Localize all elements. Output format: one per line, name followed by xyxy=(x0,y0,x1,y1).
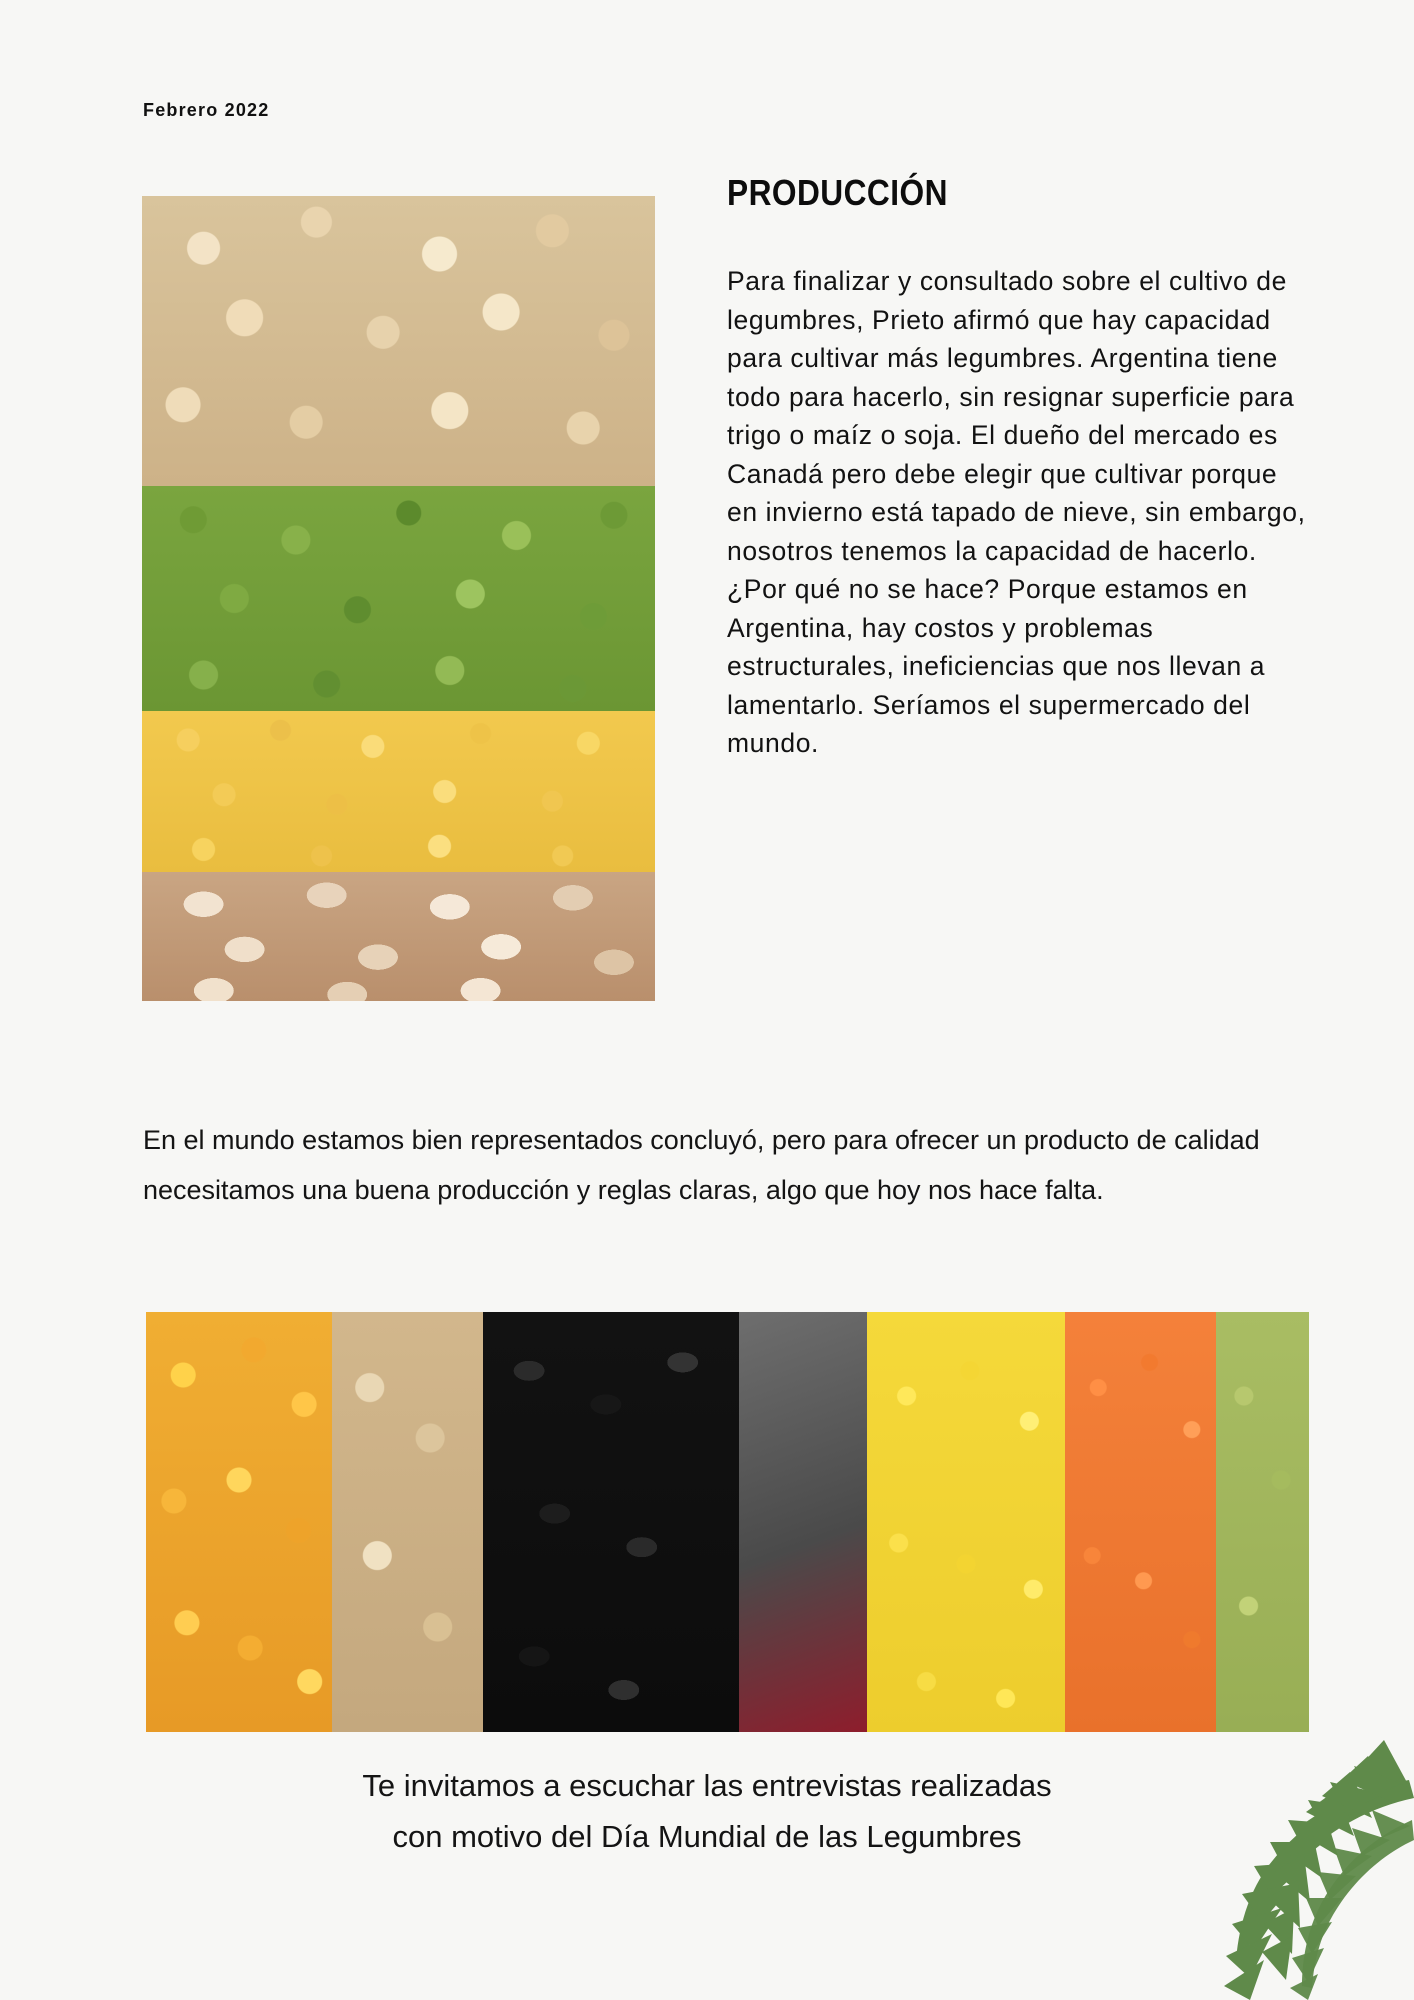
yellow-lentils-band xyxy=(142,711,655,872)
red-beans-section xyxy=(739,1312,867,1732)
section-body-text: Para finalizar y consultado sobre el cultivo de legumbres, Prieto afirmó que hay capacidad para cultivar más legumbres. Argentina tiene todo para hacerlo, sin resignar superficie para trigo o maíz o soja. El dueño del mercado es Canadá pero debe elegir que cultivar porque en invierno está tapado de nieve, sin embargo, nosotros tenemos la capacidad de hacerlo. ¿Por qué no se hace? Porque estamos en Argentina, hay costos y problemas estructurales, ineficiencias que nos llevan a lamentarlo. Seríamos el supermercado del mundo. xyxy=(727,266,1306,758)
green-peas-section xyxy=(1216,1312,1309,1732)
red-lentils-section xyxy=(1065,1312,1216,1732)
pinto-beans-band xyxy=(142,872,655,1001)
closing-text xyxy=(0,1760,1414,1862)
legumes-bands-image xyxy=(142,196,655,1001)
black-beans-section xyxy=(483,1312,739,1732)
middle-paragraph: En el mundo estamos bien representados concluyó, pero para ofrecer un producto de calidad necesitamos una buena producción y reglas claras, algo que hoy nos hace falta. xyxy=(143,1125,1260,1205)
corn-kernels-section xyxy=(146,1312,332,1732)
yellow-lentils-section xyxy=(867,1312,1065,1732)
green-peas-band xyxy=(142,486,655,711)
issue-date: Febrero 2022 xyxy=(143,100,270,120)
closing-line-1: Te invitamos a escuchar las entrevistas realizadas xyxy=(362,1768,1052,1803)
legumes-variety-image xyxy=(146,1312,1309,1732)
chickpeas-section xyxy=(332,1312,483,1732)
closing-line-2: con motivo del Día Mundial de las Legumbres xyxy=(392,1819,1022,1854)
chickpeas-band xyxy=(142,196,655,486)
page-title: PRODUCCIÓN xyxy=(727,172,948,213)
